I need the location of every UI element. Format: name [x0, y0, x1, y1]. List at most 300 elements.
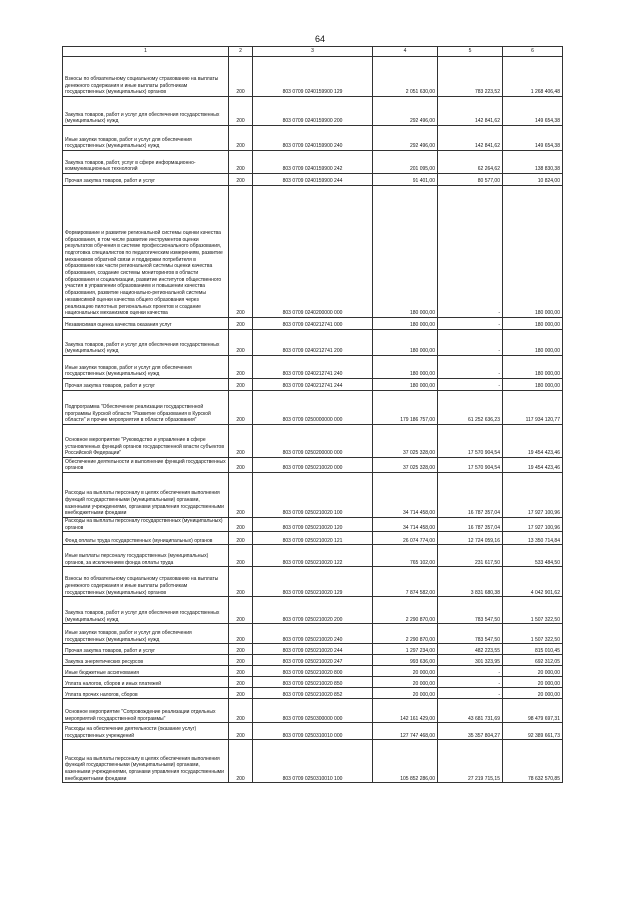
row-executed-cell	[438, 644, 503, 655]
row-code-cell	[229, 174, 253, 186]
row-remaining-cell-text: 149 654,38	[534, 143, 560, 150]
row-kbk-cell-text: 803 0709 0240200000 000	[282, 310, 343, 317]
header-cell: 2	[229, 47, 253, 57]
row-kbk-cell-text: 803 0709 0240212741 200	[282, 348, 343, 355]
row-code-cell	[229, 151, 253, 174]
row-kbk-cell	[253, 425, 373, 458]
table-row	[63, 699, 563, 723]
row-kbk-cell	[253, 391, 373, 425]
table-row	[63, 688, 563, 699]
row-approved-cell-text: 20 000,00	[412, 680, 435, 687]
table-row	[63, 655, 563, 666]
row-remaining-cell	[503, 97, 563, 126]
row-approved-cell	[373, 391, 438, 425]
row-executed-cell-text: 142 841,62	[474, 143, 500, 150]
row-approved-cell	[373, 318, 438, 330]
row-executed-cell-text: 3 831 680,38	[470, 589, 500, 596]
row-name-cell	[63, 379, 229, 391]
row-remaining-cell	[503, 688, 563, 699]
row-kbk-cell	[253, 666, 373, 677]
table-row	[63, 391, 563, 425]
row-remaining-cell-text: 13 350 714,84	[528, 537, 560, 544]
row-remaining-cell	[503, 126, 563, 151]
row-remaining-cell-text: 20 000,00	[537, 691, 560, 698]
row-code-cell	[229, 391, 253, 425]
row-kbk-cell-text: 803 0709 0250300000 000	[282, 715, 343, 722]
row-name-cell	[63, 391, 229, 425]
row-name-cell	[63, 473, 229, 518]
row-name-cell	[63, 644, 229, 655]
row-remaining-cell-text: 180 000,00	[534, 371, 560, 378]
page-number: 64	[314, 34, 325, 44]
row-remaining-cell	[503, 567, 563, 597]
row-kbk-cell	[253, 97, 373, 126]
row-approved-cell	[373, 624, 438, 644]
row-remaining-cell	[503, 57, 563, 97]
row-executed-cell-text: 16 787 357,04	[468, 524, 500, 531]
row-code-cell	[229, 330, 253, 356]
row-executed-cell-text: 482 223,55	[474, 647, 500, 654]
row-code-cell-text: 200	[236, 465, 245, 472]
row-name-cell-text: Расходы на выплаты персоналу государственных (муниципальных) органов	[65, 518, 223, 531]
row-approved-cell	[373, 126, 438, 151]
row-approved-cell-text: 91 401,00	[412, 178, 435, 185]
row-executed-cell	[438, 666, 503, 677]
table-row	[63, 174, 563, 186]
row-kbk-cell-text: 803 0709 0240159900 240	[282, 143, 343, 150]
row-name-cell-text: Иные выплаты персоналу государственных (муниципальных) органов, за исключением фонда оплаты труда	[65, 553, 209, 566]
row-approved-cell-text: 993 636,00	[409, 658, 435, 665]
row-executed-cell	[438, 330, 503, 356]
row-name-cell	[63, 174, 229, 186]
row-name-cell-text: Обеспечение деятельности и выполнение функций государственных органов	[65, 458, 226, 472]
row-name-cell-text: Уплата прочих налогов, сборов	[65, 691, 138, 698]
row-code-cell	[229, 666, 253, 677]
row-name-cell	[63, 126, 229, 151]
row-remaining-cell	[503, 174, 563, 186]
row-executed-cell	[438, 379, 503, 391]
row-code-cell-text: 200	[236, 178, 245, 185]
row-approved-cell-text: 2 290 870,00	[405, 636, 435, 643]
row-code-cell-text: 200	[236, 383, 245, 390]
table-row	[63, 97, 563, 126]
row-executed-cell-text: 12 724 059,16	[468, 537, 500, 544]
row-executed-cell	[438, 186, 503, 318]
row-remaining-cell	[503, 699, 563, 723]
row-remaining-cell	[503, 391, 563, 425]
row-remaining-cell-text: 117 934 120,77	[525, 417, 560, 424]
row-code-cell	[229, 597, 253, 624]
row-executed-cell	[438, 356, 503, 379]
table-row	[63, 677, 563, 688]
table-row	[63, 666, 563, 677]
row-code-cell-text: 200	[236, 166, 245, 173]
row-remaining-cell-text: 98 479 697,31	[528, 715, 560, 722]
row-remaining-cell	[503, 151, 563, 174]
row-kbk-cell	[253, 532, 373, 545]
row-kbk-cell-text: 803 0709 0250000000 000	[282, 417, 343, 424]
row-approved-cell-text: 20 000,00	[412, 691, 435, 698]
row-kbk-cell-text: 803 0709 0240159900 244	[282, 178, 343, 185]
row-code-cell-text: 200	[236, 118, 245, 125]
row-executed-cell-text: -	[498, 371, 500, 378]
row-name-cell-text: Уплата налогов, сборов и иных платежей	[65, 680, 162, 687]
row-approved-cell-text: 180 000,00	[409, 383, 435, 390]
row-remaining-cell-text: 815 010,45	[534, 647, 560, 654]
row-name-cell	[63, 624, 229, 644]
row-name-cell	[63, 699, 229, 723]
row-approved-cell-text: 180 000,00	[409, 310, 435, 317]
row-code-cell-text: 200	[236, 348, 245, 355]
table-body	[63, 57, 563, 783]
row-name-cell-text: Расходы на выплаты персоналу в целях обеспечения выполнения функций государственными (муниципальными) органами, казенными учреждениями, органами управления государственными внебюджетными фондами	[65, 755, 224, 782]
table-row	[63, 458, 563, 473]
row-name-cell	[63, 186, 229, 318]
row-executed-cell-text: 17 570 904,54	[468, 465, 500, 472]
table-row	[63, 518, 563, 532]
row-approved-cell-text: 34 714 458,00	[403, 510, 435, 517]
row-executed-cell-text: 27 219 715,15	[468, 775, 500, 782]
row-kbk-cell-text: 803 0709 0250310010 000	[282, 732, 343, 739]
row-code-cell	[229, 425, 253, 458]
row-executed-cell-text: 783 547,50	[474, 616, 500, 623]
row-kbk-cell-text: 803 0709 0250210020 120	[282, 524, 343, 531]
row-executed-cell-text: -	[498, 680, 500, 687]
row-name-cell	[63, 597, 229, 624]
row-kbk-cell	[253, 644, 373, 655]
row-approved-cell	[373, 723, 438, 740]
row-approved-cell	[373, 740, 438, 783]
row-name-cell-text: Закупка товаров, работ, услуг в сфере информационно-коммуникационных технологий	[65, 159, 196, 173]
row-kbk-cell-text: 803 0709 0250210020 850	[282, 680, 343, 687]
table-row	[63, 425, 563, 458]
row-code-cell-text: 200	[236, 450, 245, 457]
row-name-cell-text: Прочая закупка товаров, работ и услуг	[65, 383, 156, 390]
row-kbk-cell-text: 803 0709 0250210020 800	[282, 669, 343, 676]
row-remaining-cell	[503, 677, 563, 688]
table-row	[63, 151, 563, 174]
row-code-cell-text: 200	[236, 143, 245, 150]
row-code-cell	[229, 473, 253, 518]
row-executed-cell-text: 16 787 357,04	[468, 510, 500, 517]
row-remaining-cell	[503, 644, 563, 655]
row-executed-cell-text: 43 681 731,69	[468, 715, 500, 722]
row-code-cell-text: 200	[236, 616, 245, 623]
row-code-cell	[229, 518, 253, 532]
row-approved-cell	[373, 597, 438, 624]
row-code-cell	[229, 545, 253, 567]
row-name-cell-text: Иные закупки товаров, работ и услуг для обеспечения государственных (муниципальных) нужд	[65, 630, 192, 643]
row-approved-cell-text: 26 074 774,00	[403, 537, 435, 544]
row-remaining-cell	[503, 723, 563, 740]
row-kbk-cell	[253, 597, 373, 624]
row-executed-cell	[438, 624, 503, 644]
row-approved-cell	[373, 699, 438, 723]
row-name-cell	[63, 318, 229, 330]
table-row	[63, 356, 563, 379]
row-kbk-cell-text: 803 0709 0250210020 244	[282, 647, 343, 654]
row-code-cell-text: 200	[236, 658, 245, 665]
row-remaining-cell-text: 1 268 406,48	[530, 89, 560, 96]
table-row	[63, 567, 563, 597]
row-kbk-cell	[253, 688, 373, 699]
header-cell: 4	[373, 47, 438, 57]
table-row	[63, 740, 563, 783]
row-remaining-cell-text: 180 000,00	[534, 310, 560, 317]
row-executed-cell	[438, 532, 503, 545]
row-remaining-cell	[503, 379, 563, 391]
row-approved-cell	[373, 655, 438, 666]
row-executed-cell-text: -	[498, 348, 500, 355]
row-approved-cell	[373, 379, 438, 391]
header-cell: 5	[438, 47, 503, 57]
row-code-cell-text: 200	[236, 537, 245, 544]
row-name-cell	[63, 567, 229, 597]
row-remaining-cell	[503, 425, 563, 458]
row-kbk-cell-text: 803 0709 0240212741 000	[282, 322, 343, 329]
row-kbk-cell	[253, 458, 373, 473]
row-remaining-cell	[503, 318, 563, 330]
row-remaining-cell-text: 4 042 901,62	[530, 589, 560, 596]
row-approved-cell-text: 7 874 582,00	[405, 589, 435, 596]
row-name-cell	[63, 518, 229, 532]
row-code-cell-text: 200	[236, 371, 245, 378]
row-kbk-cell	[253, 330, 373, 356]
row-name-cell-text: Взносы по обязательному социальному страхованию на выплаты денежного содержания и иные выплаты работникам государственных (муниципальных) органов	[65, 75, 219, 96]
row-code-cell-text: 200	[236, 715, 245, 722]
row-code-cell-text: 200	[236, 775, 245, 782]
row-executed-cell	[438, 597, 503, 624]
row-name-cell-text: Закупка товаров, работ и услуг для обеспечения государственных (муниципальных) нужд	[65, 610, 220, 623]
row-code-cell-text: 200	[236, 680, 245, 687]
row-name-cell	[63, 151, 229, 174]
row-executed-cell-text: -	[498, 383, 500, 390]
row-remaining-cell	[503, 666, 563, 677]
row-kbk-cell-text: 803 0709 0240212741 240	[282, 371, 343, 378]
row-name-cell-text: Расходы на выплаты персоналу в целях обеспечения выполнения функций государственными (муниципальными) органами, казенными учреждениями, органами управления государственными внебюджетными фондами	[65, 490, 224, 517]
row-approved-cell	[373, 644, 438, 655]
row-approved-cell-text: 2 290 870,00	[405, 616, 435, 623]
row-approved-cell-text: 179 186 757,00	[400, 417, 435, 424]
row-kbk-cell-text: 803 0709 0250210020 122	[282, 559, 343, 566]
row-remaining-cell	[503, 624, 563, 644]
row-name-cell	[63, 677, 229, 688]
row-executed-cell-text: -	[498, 669, 500, 676]
row-approved-cell-text: 180 000,00	[409, 348, 435, 355]
row-remaining-cell-text: 692 312,05	[534, 658, 560, 665]
row-approved-cell-text: 292 496,00	[409, 143, 435, 150]
row-code-cell	[229, 97, 253, 126]
row-kbk-cell-text: 803 0709 0240159900 200	[282, 118, 343, 125]
row-kbk-cell	[253, 655, 373, 666]
row-kbk-cell-text: 803 0709 0250210020 240	[282, 636, 343, 643]
row-executed-cell	[438, 518, 503, 532]
row-code-cell	[229, 318, 253, 330]
row-kbk-cell-text: 803 0709 0250210020 852	[282, 691, 343, 698]
row-name-cell	[63, 688, 229, 699]
row-remaining-cell	[503, 458, 563, 473]
row-approved-cell	[373, 666, 438, 677]
row-executed-cell	[438, 688, 503, 699]
row-name-cell-text: Прочая закупка товаров, работ и услуг	[65, 178, 156, 185]
row-kbk-cell-text: 803 0709 0250310010 100	[282, 775, 343, 782]
table-row	[63, 126, 563, 151]
row-approved-cell	[373, 151, 438, 174]
row-remaining-cell-text: 1 507 322,50	[530, 616, 560, 623]
row-name-cell	[63, 330, 229, 356]
row-executed-cell	[438, 458, 503, 473]
row-executed-cell	[438, 425, 503, 458]
row-name-cell	[63, 425, 229, 458]
row-executed-cell	[438, 677, 503, 688]
row-code-cell	[229, 57, 253, 97]
row-kbk-cell-text: 803 0709 0250200000 000	[282, 450, 343, 457]
row-remaining-cell	[503, 186, 563, 318]
row-executed-cell-text: 62 264,62	[477, 166, 500, 173]
row-remaining-cell-text: 78 632 570,85	[528, 775, 560, 782]
row-code-cell-text: 200	[236, 636, 245, 643]
row-name-cell-text: Основное мероприятие "Руководство и управление в сфере установленных функций органов государственной власти субъектов Российской Федерации"	[65, 436, 224, 457]
row-approved-cell	[373, 97, 438, 126]
table-row	[63, 597, 563, 624]
row-remaining-cell	[503, 518, 563, 532]
row-kbk-cell-text: 803 0709 0250210020 200	[282, 616, 343, 623]
row-kbk-cell	[253, 624, 373, 644]
row-name-cell	[63, 458, 229, 473]
table-row	[63, 379, 563, 391]
row-code-cell	[229, 677, 253, 688]
row-approved-cell-text: 142 161 429,00	[400, 715, 435, 722]
row-approved-cell-text: 765 102,00	[409, 559, 435, 566]
row-approved-cell-text: 105 852 286,00	[400, 775, 435, 782]
row-code-cell-text: 200	[236, 647, 245, 654]
row-kbk-cell-text: 803 0709 0250210020 247	[282, 658, 343, 665]
row-code-cell	[229, 688, 253, 699]
row-name-cell-text: Прочая закупка товаров, работ и услуг	[65, 647, 156, 654]
row-kbk-cell-text: 803 0709 0250210020 000	[282, 465, 343, 472]
row-remaining-cell	[503, 330, 563, 356]
row-executed-cell	[438, 567, 503, 597]
row-code-cell-text: 200	[236, 669, 245, 676]
row-executed-cell	[438, 391, 503, 425]
row-remaining-cell	[503, 597, 563, 624]
row-approved-cell	[373, 545, 438, 567]
row-executed-cell	[438, 699, 503, 723]
row-approved-cell	[373, 330, 438, 356]
row-name-cell-text: Независимая оценка качества оказания услуг	[65, 322, 172, 329]
row-executed-cell	[438, 174, 503, 186]
row-remaining-cell	[503, 356, 563, 379]
row-remaining-cell-text: 20 000,00	[537, 680, 560, 687]
row-name-cell	[63, 97, 229, 126]
row-executed-cell-text: 783 547,50	[474, 636, 500, 643]
row-code-cell	[229, 655, 253, 666]
row-kbk-cell	[253, 186, 373, 318]
row-remaining-cell-text: 19 454 423,46	[528, 465, 560, 472]
row-executed-cell-text: 35 357 804,27	[468, 732, 500, 739]
row-approved-cell	[373, 356, 438, 379]
row-approved-cell-text: 34 714 458,00	[403, 524, 435, 531]
row-name-cell	[63, 655, 229, 666]
row-approved-cell-text: 292 496,00	[409, 118, 435, 125]
table-row	[63, 57, 563, 97]
row-approved-cell-text: 37 025 328,00	[403, 450, 435, 457]
row-name-cell-text: Иные закупки товаров, работ и услуг для обеспечения государственных (муниципальных) нужд	[65, 364, 192, 378]
row-code-cell-text: 200	[236, 559, 245, 566]
row-approved-cell	[373, 458, 438, 473]
row-kbk-cell-text: 803 0709 0250210020 129	[282, 589, 343, 596]
row-kbk-cell	[253, 174, 373, 186]
row-executed-cell-text: 61 252 636,23	[468, 417, 500, 424]
row-approved-cell	[373, 688, 438, 699]
row-kbk-cell	[253, 57, 373, 97]
row-remaining-cell	[503, 545, 563, 567]
header-row	[63, 47, 563, 57]
row-approved-cell	[373, 186, 438, 318]
row-executed-cell	[438, 126, 503, 151]
row-approved-cell-text: 20 000,00	[412, 669, 435, 676]
row-approved-cell	[373, 57, 438, 97]
row-code-cell-text: 200	[236, 417, 245, 424]
row-name-cell	[63, 666, 229, 677]
row-kbk-cell-text: 803 0709 0240159900 242	[282, 166, 343, 173]
row-approved-cell	[373, 473, 438, 518]
row-remaining-cell	[503, 655, 563, 666]
row-kbk-cell	[253, 567, 373, 597]
header-cell: 3	[253, 47, 373, 57]
row-kbk-cell	[253, 699, 373, 723]
row-approved-cell-text: 201 095,00	[409, 166, 435, 173]
row-kbk-cell	[253, 151, 373, 174]
row-remaining-cell	[503, 740, 563, 783]
row-name-cell-text: Закупка энергетических ресурсов	[65, 658, 144, 665]
row-code-cell	[229, 699, 253, 723]
row-remaining-cell-text: 180 000,00	[534, 383, 560, 390]
row-code-cell	[229, 379, 253, 391]
table-row	[63, 532, 563, 545]
row-code-cell-text: 200	[236, 524, 245, 531]
table-row	[63, 318, 563, 330]
row-code-cell-text: 200	[236, 691, 245, 698]
row-approved-cell-text: 180 000,00	[409, 371, 435, 378]
row-name-cell	[63, 723, 229, 740]
row-executed-cell	[438, 97, 503, 126]
row-name-cell-text: Иные бюджетные ассигнования	[65, 669, 139, 676]
row-code-cell	[229, 458, 253, 473]
table-row	[63, 186, 563, 318]
row-approved-cell	[373, 174, 438, 186]
row-kbk-cell	[253, 545, 373, 567]
row-remaining-cell-text: 533 484,50	[534, 559, 560, 566]
row-kbk-cell-text: 803 0709 0240212741 244	[282, 383, 343, 390]
row-kbk-cell	[253, 473, 373, 518]
row-code-cell	[229, 624, 253, 644]
row-name-cell-text: Фонд оплаты труда государственных (муниципальных) органов	[65, 537, 213, 544]
row-remaining-cell-text: 10 824,00	[537, 178, 560, 185]
row-kbk-cell	[253, 723, 373, 740]
row-name-cell-text: Расходы на обеспечение деятельности (оказание услуг) государственных учреждений	[65, 726, 197, 739]
row-code-cell	[229, 126, 253, 151]
header-cell: 6	[503, 47, 563, 57]
row-code-cell	[229, 186, 253, 318]
row-code-cell-text: 200	[236, 322, 245, 329]
row-approved-cell-text: 2 051 630,00	[405, 89, 435, 96]
row-code-cell	[229, 532, 253, 545]
header-cell: 1	[63, 47, 229, 57]
row-executed-cell-text: 142 841,62	[474, 118, 500, 125]
row-remaining-cell-text: 19 454 423,46	[528, 450, 560, 457]
row-remaining-cell-text: 180 000,00	[534, 322, 560, 329]
